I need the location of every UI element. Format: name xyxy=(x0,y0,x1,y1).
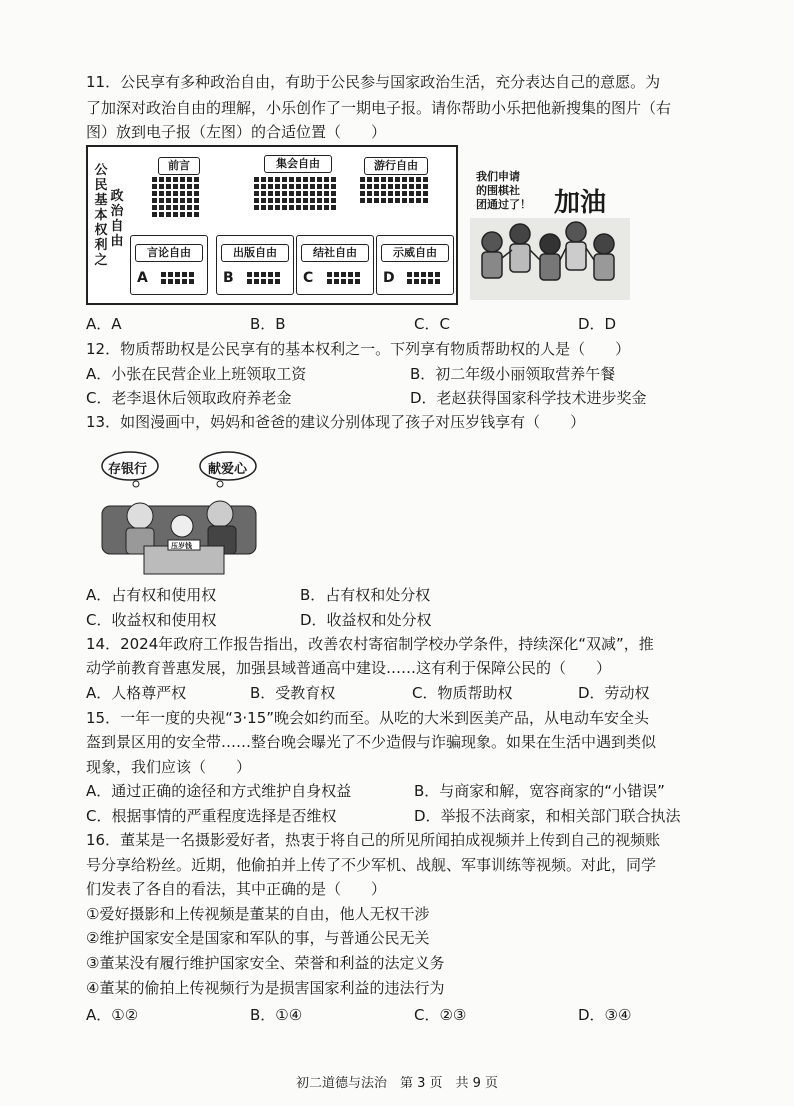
q11-stem-line-1: 11．公民享有多种政治自由，有助于公民参与国家政治生活，充分表达自己的意愿。为 xyxy=(86,73,661,91)
panel-c xyxy=(296,235,374,295)
panel-b-letter: B xyxy=(223,270,234,286)
q16-statement-4: ④董某的偷拍上传视频行为是损害国家利益的违法行为 xyxy=(86,979,445,997)
q11-option-a: A．A xyxy=(86,315,122,333)
q15-option-a: A．通过正确的途径和方式维护自身权益 xyxy=(86,782,352,800)
panel-a-text xyxy=(161,272,194,284)
lucky-money-cartoon xyxy=(100,448,258,580)
e-newspaper-figure xyxy=(86,145,458,305)
money-label: 压岁钱 xyxy=(171,542,192,550)
procession-text-block xyxy=(360,177,428,203)
q16-statement-2: ②维护国家安全是国家和军队的事，与普通公民无关 xyxy=(86,929,430,947)
q13-option-a: A．占有权和使用权 xyxy=(86,586,217,604)
q16-option-b: B．①④ xyxy=(250,1006,303,1024)
panel-a-letter: A xyxy=(137,270,148,286)
caption-line-1: 我们申请 xyxy=(476,170,520,183)
label-assembly: 集会自由 xyxy=(264,155,332,173)
panel-d xyxy=(376,235,454,295)
q14-option-a: A．人格尊严权 xyxy=(86,684,187,702)
q13-option-c: C．收益权和使用权 xyxy=(86,611,217,629)
q12-option-c: C．老李退休后领取政府养老金 xyxy=(86,389,292,407)
panel-c-text xyxy=(327,272,360,284)
label-procession: 游行自由 xyxy=(364,157,428,175)
side-title-left: 公民基本权利之 xyxy=(94,163,108,268)
bubble-deposit: 存银行 xyxy=(108,462,148,477)
q15-option-b: B．与商家和解，宽容商家的“小错误” xyxy=(414,782,665,800)
q11-stem-line-3: 图）放到电子报（左图）的合适位置（ ） xyxy=(86,123,387,141)
q16-statement-3: ③董某没有履行维护国家安全、荣誉和利益的法定义务 xyxy=(86,954,445,972)
q14-option-d: D．劳动权 xyxy=(578,684,650,702)
bubble-donate: 献爱心 xyxy=(208,462,248,477)
q11-option-c: C．C xyxy=(414,315,450,333)
q12-option-a: A．小张在民营企业上班领取工资 xyxy=(86,365,307,383)
go-club-picture xyxy=(470,160,630,300)
q15-stem-line-2: 盔到景区用的安全带……整台晚会曝光了不少造假与诈骗现象。如果在生活中遇到类似 xyxy=(86,733,657,751)
q11-option-d: D．D xyxy=(578,315,617,333)
q16-statement-1: ①爱好摄影和上传视频是董某的自由，他人无权干涉 xyxy=(86,905,430,923)
q13-stem: 13．如图漫画中，妈妈和爸爸的建议分别体现了孩子对压岁钱享有（ ） xyxy=(86,413,586,431)
q11-stem-line-2: 了加深对政治自由的理解，小乐创作了一期电子报。请你帮助小乐把他新搜集的图片（右 xyxy=(86,99,672,117)
q15-stem-line-1: 15．一年一度的央视“3·15”晚会如约而至。从吃的大米到医美产品，从电动车安全头 xyxy=(86,709,650,727)
panel-b xyxy=(216,235,294,295)
q16-option-a: A．①② xyxy=(86,1006,139,1024)
page-footer: 初二道德与法治 第 3 页 共 9 页 xyxy=(295,1076,499,1091)
q12-stem: 12．物质帮助权是公民享有的基本权利之一。下列享有物质帮助权的人是（ ） xyxy=(86,340,631,358)
side-title-right: 政治自由 xyxy=(110,189,124,249)
label-preface: 前言 xyxy=(158,157,200,175)
panel-b-text xyxy=(247,272,280,284)
q14-stem-line-1: 14．2024年政府工作报告指出，改善农村寄宿制学校办学条件，持续深化“双减”，推 xyxy=(86,635,654,653)
q13-option-d: D．收益权和处分权 xyxy=(300,611,432,629)
cheering-kids-illustration xyxy=(470,218,630,300)
q12-option-b: B．初二年级小丽领取营养午餐 xyxy=(410,365,616,383)
caption-line-3: 团通过了！ xyxy=(476,198,531,211)
q12-option-d: D．老赵获得国家科学技术进步奖金 xyxy=(410,389,647,407)
q16-option-d: D．③④ xyxy=(578,1006,632,1024)
panel-d-label: 示威自由 xyxy=(381,244,449,262)
cheer-text: 加油 xyxy=(554,188,607,218)
q15-option-d: D．举报不法商家，和相关部门联合执法 xyxy=(414,807,681,825)
panel-b-label: 出版自由 xyxy=(221,244,289,262)
q14-stem-line-2: 动学前教育普惠发展，加强县域普通高中建设……这有利于保障公民的（ ） xyxy=(86,659,612,677)
panel-a xyxy=(130,235,208,295)
picture-caption xyxy=(476,170,531,212)
q14-option-c: C．物质帮助权 xyxy=(412,684,513,702)
q15-option-c: C．根据事情的严重程度选择是否维权 xyxy=(86,807,337,825)
q11-option-b: B．B xyxy=(250,315,286,333)
panel-c-letter: C xyxy=(303,270,314,286)
q16-option-c: C．②③ xyxy=(414,1006,467,1024)
q14-option-b: B．受教育权 xyxy=(250,684,336,702)
panel-d-text xyxy=(407,272,440,284)
panel-c-label: 结社自由 xyxy=(301,244,369,262)
q13-option-b: B．占有权和处分权 xyxy=(300,586,431,604)
q16-stem-line-2: 号分享给粉丝。近期，他偷拍并上传了不少军机、战舰、军事训练等视频。对此，同学 xyxy=(86,856,657,874)
q16-stem-line-1: 16．董某是一名摄影爱好者，热衷于将自己的所见所闻拍成视频并上传到自己的视频账 xyxy=(86,831,661,849)
panel-a-label: 言论自由 xyxy=(135,244,203,262)
q16-stem-line-3: 们发表了各自的看法，其中正确的是（ ） xyxy=(86,880,387,898)
preface-text-block xyxy=(152,177,199,217)
panel-d-letter: D xyxy=(383,270,395,286)
assembly-text-block xyxy=(254,177,336,210)
caption-line-2: 的围棋社 xyxy=(476,184,520,197)
q15-stem-line-3: 现象，我们应该（ ） xyxy=(86,758,252,776)
